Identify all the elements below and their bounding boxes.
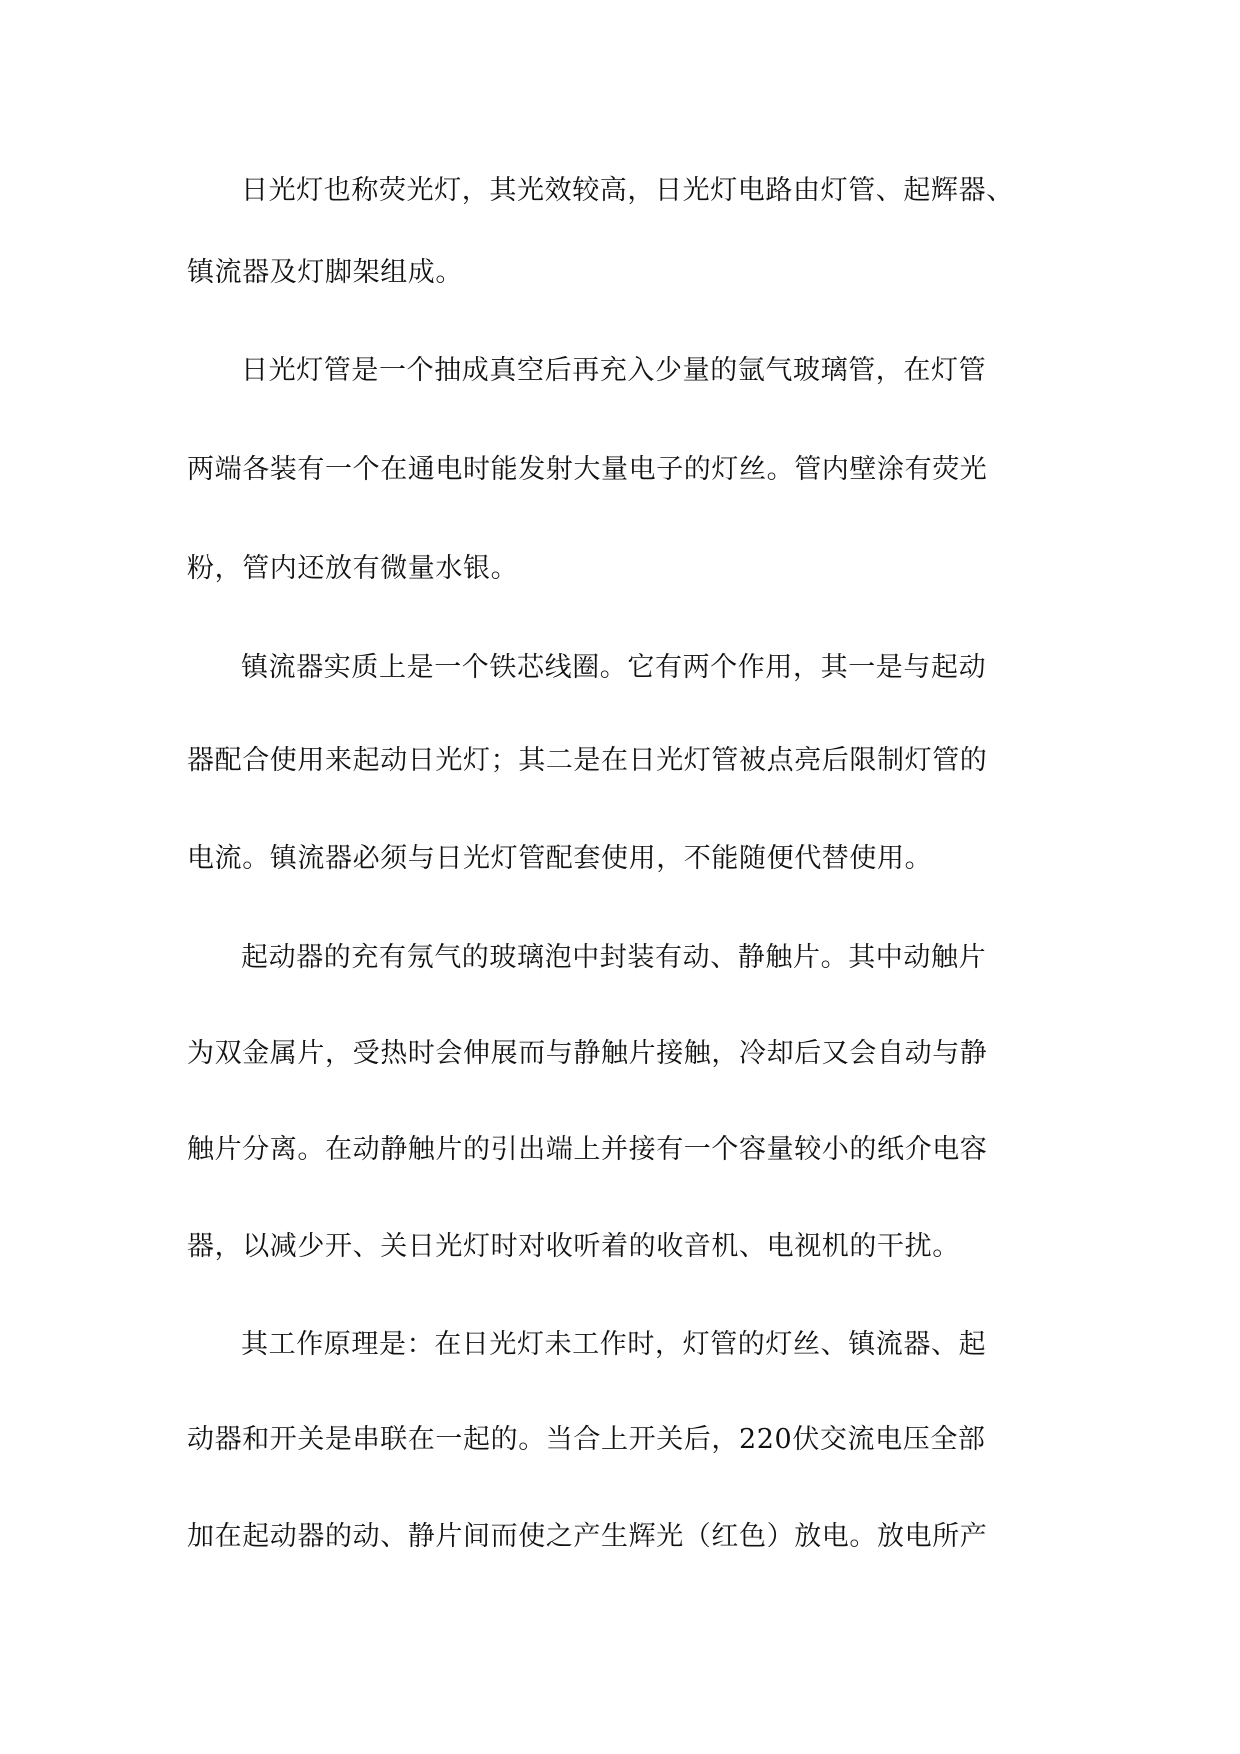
paragraph-2-line-3: 粉，管内还放有微量水银。 (187, 553, 519, 584)
paragraph-1-line-2: 镇流器及灯脚架组成。 (187, 257, 463, 288)
paragraph-3-line-1: 镇流器实质上是一个铁芯线圈。它有两个作用，其一是与起动 (241, 652, 987, 683)
paragraph-2-line-2: 两端各装有一个在通电时能发射大量电子的灯丝。管内壁涂有荧光 (187, 454, 988, 485)
paragraph-3-line-3: 电流。镇流器必须与日光灯管配套使用，不能随便代替使用。 (187, 843, 933, 874)
paragraph-4-line-1: 起动器的充有氖气的玻璃泡中封装有动、静触片。其中动触片 (241, 942, 987, 973)
paragraph-4-line-2: 为双金属片，受热时会伸展而与静触片接触，冷却后又会自动与静 (187, 1038, 988, 1069)
paragraph-3-line-2: 器配合使用来起动日光灯；其二是在日光灯管被点亮后限制灯管的 (187, 745, 988, 776)
paragraph-1-line-1: 日光灯也称荧光灯，其光效较高，日光灯电路由灯管、起辉器、 (241, 175, 1014, 206)
paragraph-5-line-1: 其工作原理是：在日光灯未工作时，灯管的灯丝、镇流器、起 (241, 1329, 987, 1360)
paragraph-4-line-3: 触片分离。在动静触片的引出端上并接有一个容量较小的纸介电容 (187, 1134, 988, 1165)
paragraph-4-line-4: 器，以减少开、关日光灯时对收听着的收音机、电视机的干扰。 (187, 1231, 960, 1262)
paragraph-2-line-1: 日光灯管是一个抽成真空后再充入少量的氩气玻璃管，在灯管 (241, 355, 987, 386)
paragraph-5-line-3: 加在起动器的动、静片间而使之产生辉光（红色）放电。放电所产 (187, 1521, 988, 1552)
paragraph-5-line-2: 动器和开关是串联在一起的。当合上开关后，220伏交流电压全部 (187, 1424, 986, 1455)
